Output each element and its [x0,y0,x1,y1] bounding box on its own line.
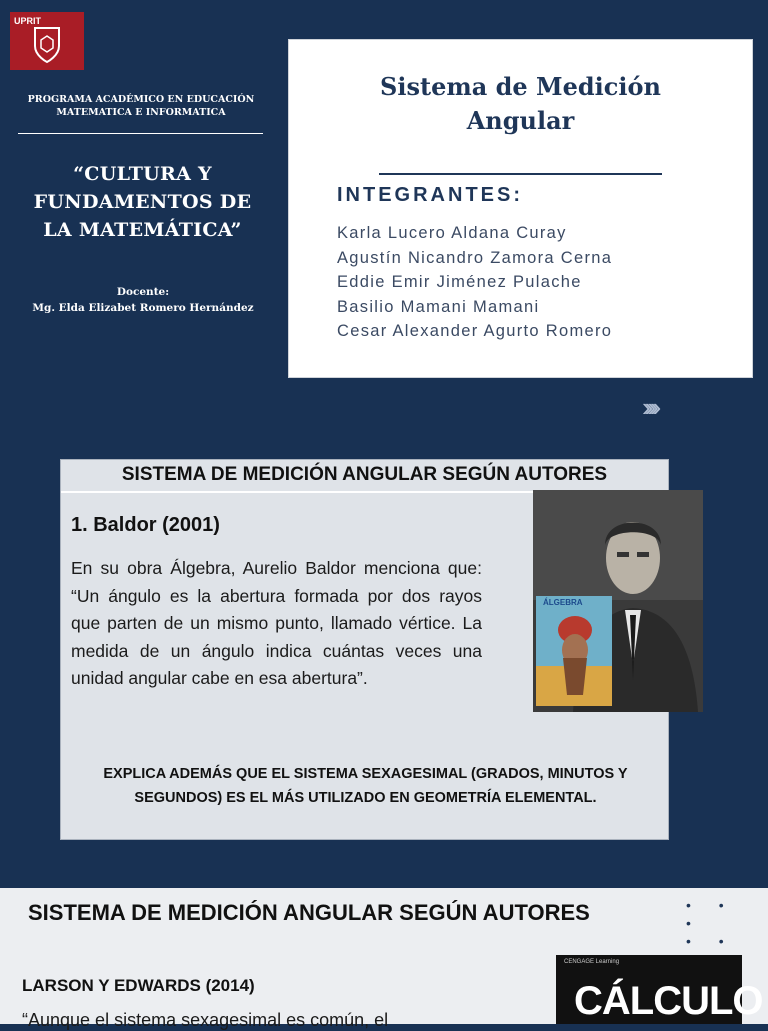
author-quote: “Aunque el sistema sexagesimal es común, el [22,1010,389,1030]
university-logo [10,12,84,70]
section-title: SISTEMA DE MEDICIÓN ANGULAR SEGÚN AUTORES [28,900,590,925]
member-item: Agustín Nicandro Zamora Cerna [337,248,613,267]
course-line-1: “CULTURA Y [73,163,212,185]
author-heading: LARSON Y EDWARDS (2014) [22,976,255,995]
book-brand: CENGAGE Learning [564,959,620,965]
author-heading: 1. Baldor (2001) [71,514,220,536]
title-line-1: Sistema de Medición [380,72,661,101]
section-title: SISTEMA DE MEDICIÓN ANGULAR SEGÚN AUTORES [121,464,608,485]
baldor-portrait [533,490,703,712]
title-line-2: Angular [466,106,575,135]
course-line-3: LA MATEMÁTICA” [43,219,242,241]
title-divider [379,173,662,175]
shield-icon [34,26,60,64]
book-cover-title: ÁLGEBRA [543,598,583,607]
logo-text: UPRIT [14,16,41,26]
program-line-1: PROGRAMA ACADÉMICO EN EDUCACIÓN [27,94,255,105]
divider [18,133,263,134]
program-name [14,93,268,119]
title-card [288,39,753,378]
member-item: Eddie Emir Jiménez Pulache [337,273,582,291]
book-title: CÁLCULO [574,979,763,1023]
course-title [20,160,265,244]
author-note: EXPLICA ADEMÁS QUE EL SISTEMA SEXAGESIMAL (GRADOS, MINUTOS Y SEGUNDOS) ES EL MÁS UTILIZADO EN GEOMETRÍA ELEMENTAL. [103,766,628,806]
program-line-2: MATEMATICA E INFORMATICA [56,107,226,118]
member-item: Basilio Mamani Mamani [337,297,540,316]
dots-decoration: • • • • • [686,897,736,949]
author-paragraph: En su obra Álgebra, Aurelio Baldor menciona que: “Un ángulo es la abertura formada por dos rayos que parten de un mismo punto, llamado vértice. La medida de un ángulo indica cuántas veces una unidad angular cabe en esa abertura”. [71,558,482,688]
members-list [337,221,612,344]
chevrons-icon: ››››› [642,392,656,422]
calculo-book-cover [556,955,763,1024]
presentation-title [289,70,752,138]
member-item: Karla Lucero Aldana Curay [337,224,567,242]
larson-section [0,888,768,1030]
member-item: Cesar Alexander Agurto Romero [337,322,613,340]
teacher-info [0,284,286,316]
course-line-2: FUNDAMENTOS DE [33,191,252,213]
teacher-name: Mg. Elda Elizabet Romero Hernández [32,302,254,314]
teacher-label: Docente: [116,286,170,298]
members-label: INTEGRANTES: [337,184,523,206]
